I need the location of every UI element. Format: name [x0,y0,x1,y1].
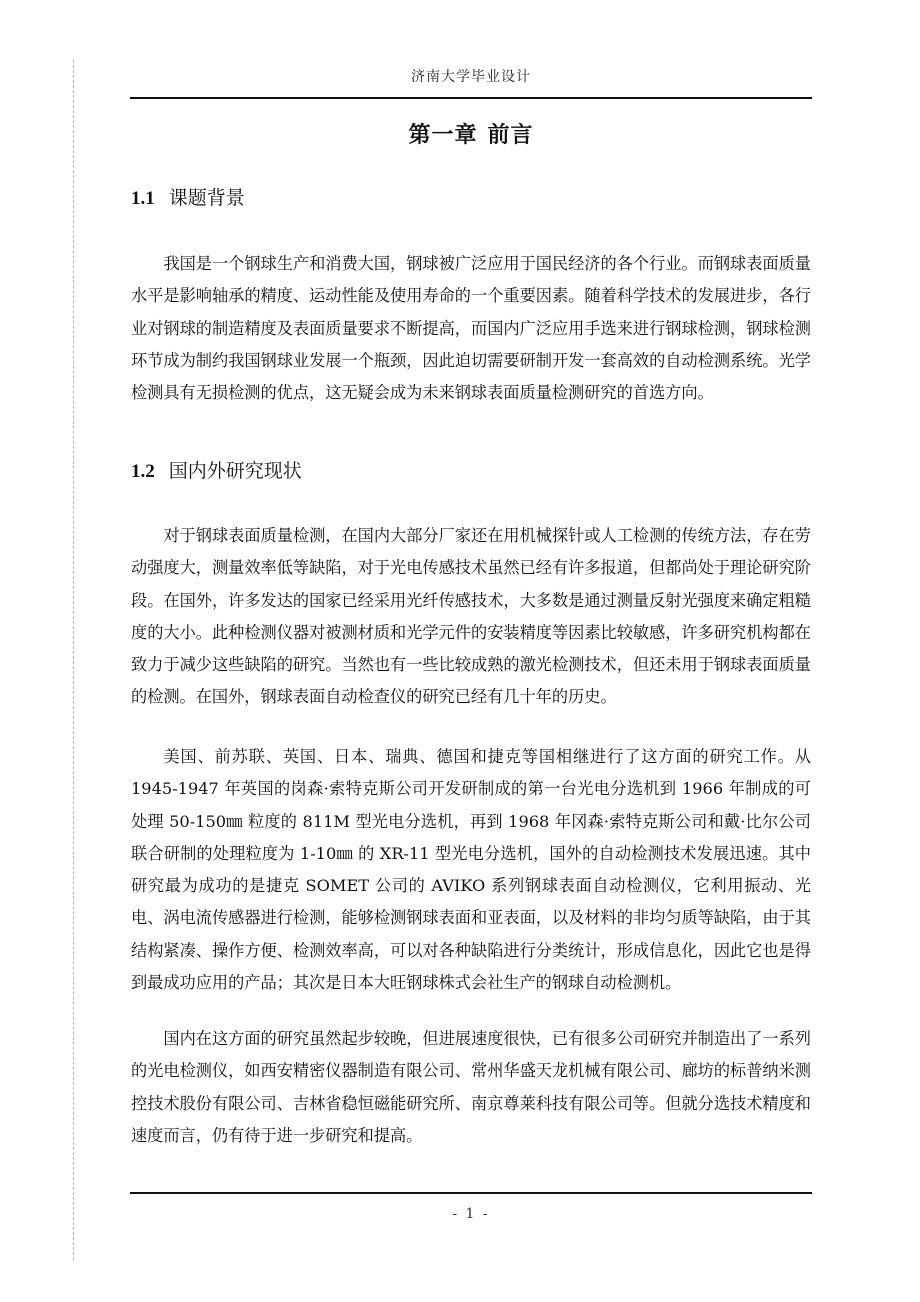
chapter-title [130,118,812,149]
chapter-number: 第一章 [408,123,478,148]
chapter-name: 前言 [487,123,534,148]
section-heading-1-1 [131,183,245,210]
section-title: 国内外研究现状 [168,460,302,482]
page-number: - 1 - [452,1206,490,1222]
section-heading-1-2 [131,456,302,483]
section-number: 1.1 [131,188,155,209]
section-title: 课题背景 [168,187,245,209]
paragraph: 我国是一个钢球生产和消费大国，钢球被广泛应用于国民经济的各个行业。而钢球表面质量水平是影响轴承的精度、运动性能及使用寿命的一个重要因素。随着科学技术的发展进步，各行业对钢球的制造精度及表面质量要求不断提高，而国内广泛应用手选来进行钢球检测，钢球检测环节成为制约我国钢球业发展一个瓶颈，因此迫切需要研制开发一套高效的自动检测系统。光学检测具有无损检测的优点，这无疑会成为未来钢球表面质量检测研究的首选方向。 [131,254,811,403]
binding-margin-line [73,60,74,1260]
section-number: 1.2 [131,461,155,482]
paragraph: 美国、前苏联、英国、日本、瑞典、德国和捷克等国相继进行了这方面的研究工作。从 1945-1947 年英国的岗森·索特克斯公司开发研制成的第一台光电分选机到 1966 年制成的可处理 50-150㎜ 粒度的 811M 型光电分选机，再到 1968 年冈森·索特克斯公司和戴·比尔公司联合研制的处理粒度为 1-10㎜ 的 XR-11 型光电分选机，国外的自动检测技术发展迅速。其中研究最为成功的是捷克 SOMET 公司的 AVIKO 系列钢球表面自动检测仪，它利用振动、光电、涡电流传感器进行检测，能够检测钢球表面和亚表面，以及材料的非均匀质等缺陷，由于其结构紧凑、操作方便、检测效率高，可以对各种缺陷进行分类统计，形成信息化，因此它也是得到最成功应用的产品；其次是日本大旺钢球株式会社生产的钢球自动检测机。 [131,747,811,993]
header-rule [130,97,812,99]
footer-rule [130,1192,812,1194]
running-header: 济南大学毕业设计 [411,69,531,85]
paragraph: 对于钢球表面质量检测，在国内大部分厂家还在用机械探针或人工检测的传统方法，存在劳动强度大，测量效率低等缺陷，对于光电传感技术虽然已经有许多报道，但都尚处于理论研究阶段。在国外，许多发达的国家已经采用光纤传感技术，大多数是通过测量反射光强度来确定粗糙度的大小。此种检测仪器对被测材质和光学元件的安装精度等因素比较敏感，许多研究机构都在致力于减少这些缺陷的研究。当然也有一些比较成熟的激光检测技术，但还未用于钢球表面质量的检测。在国外，钢球表面自动检查仪的研究已经有几十年的历史。 [131,526,811,707]
paragraph: 国内在这方面的研究虽然起步较晚，但进展速度很快，已有很多公司研究并制造出了一系列的光电检测仪，如西安精密仪器制造有限公司、常州华盛天龙机械有限公司、廊坊的标普纳米测控技术股份有限公司、吉林省稳恒磁能研究所、南京尊莱科技有限公司等。但就分选技术精度和速度而言，仍有待于进一步研究和提高。 [131,1029,811,1145]
